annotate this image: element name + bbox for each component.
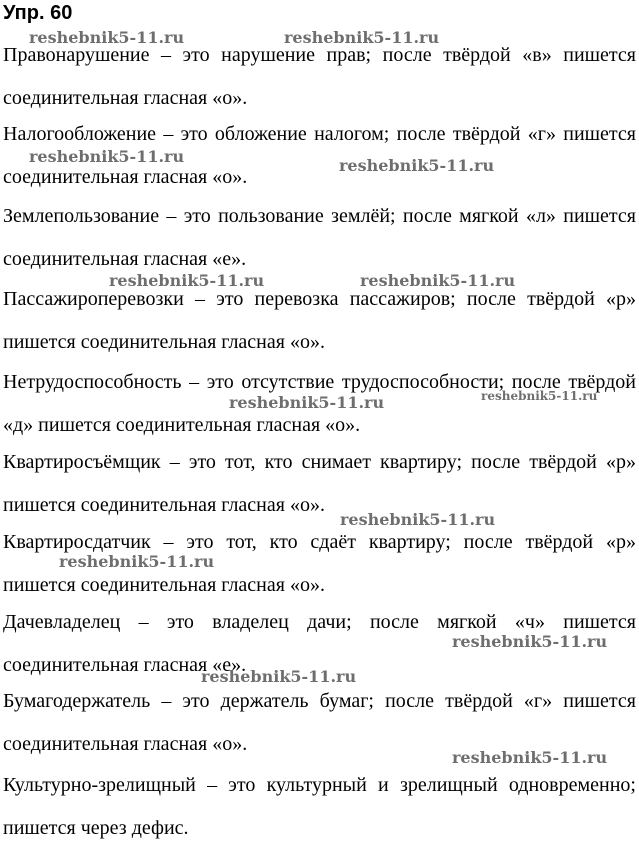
paragraph-2: Налогообложение – это обложение налогом; после твёрдой «г» пишется соединительная гласная «о». — [3, 123, 636, 188]
watermark: reshebnik5-11.ru — [360, 271, 516, 290]
paragraph-5: Нетрудоспособность – это отсутствие трудоспособности; после твёрдой «д» пишется соединительная гласная «о». — [3, 371, 636, 436]
watermark: reshebnik5-11.ru — [284, 28, 440, 47]
watermark: reshebnik5-11.ru — [109, 271, 265, 290]
watermark: reshebnik5-11.ru — [59, 552, 215, 571]
watermark: reshebnik5-11.ru — [339, 156, 495, 175]
paragraph-3: Землепользование – это пользование землёй; после мягкой «л» пишется соединительная гласная «е». — [3, 205, 636, 270]
watermark: reshebnik5-11.ru — [201, 667, 357, 686]
watermark: reshebnik5-11.ru — [452, 632, 608, 651]
watermark: reshebnik5-11.ru — [29, 28, 185, 47]
paragraph-7: Квартиросдатчик – это тот, кто сдаёт квартиру; после твёрдой «р» пишется соединительная гласная «о». — [3, 531, 636, 596]
paragraph-6: Квартиросъёмщик – это тот, кто снимает квартиру; после твёрдой «р» пишется соединительная гласная «о». — [3, 451, 636, 516]
watermark: reshebnik5-11.ru — [29, 147, 185, 166]
paragraph-4: Пассажироперевозки – это перевозка пассажиров; после твёрдой «р» пишется соединительная гласная «о». — [3, 288, 636, 353]
exercise-title: Упр. 60 — [3, 2, 73, 24]
watermark: reshebnik5-11.ru — [340, 510, 496, 529]
watermark: reshebnik5-11.ru — [452, 748, 608, 767]
paragraph-1: Правонарушение – это нарушение прав; после твёрдой «в» пишется соединительная гласная «о». — [3, 44, 636, 109]
paragraph-10: Культурно-зрелищный – это культурный и зрелищный одновременно; пишется через дефис. — [3, 774, 636, 839]
watermark: reshebnik5-11.ru — [229, 393, 385, 412]
paragraph-8: Дачевладелец – это владелец дачи; после мягкой «ч» пишется соединительная гласная «е». — [3, 611, 636, 676]
watermark: reshebnik5-11.ru — [481, 389, 598, 403]
paragraph-9: Бумагодержатель – это держатель бумаг; после твёрдой «г» пишется соединительная гласная «о». — [3, 690, 636, 755]
